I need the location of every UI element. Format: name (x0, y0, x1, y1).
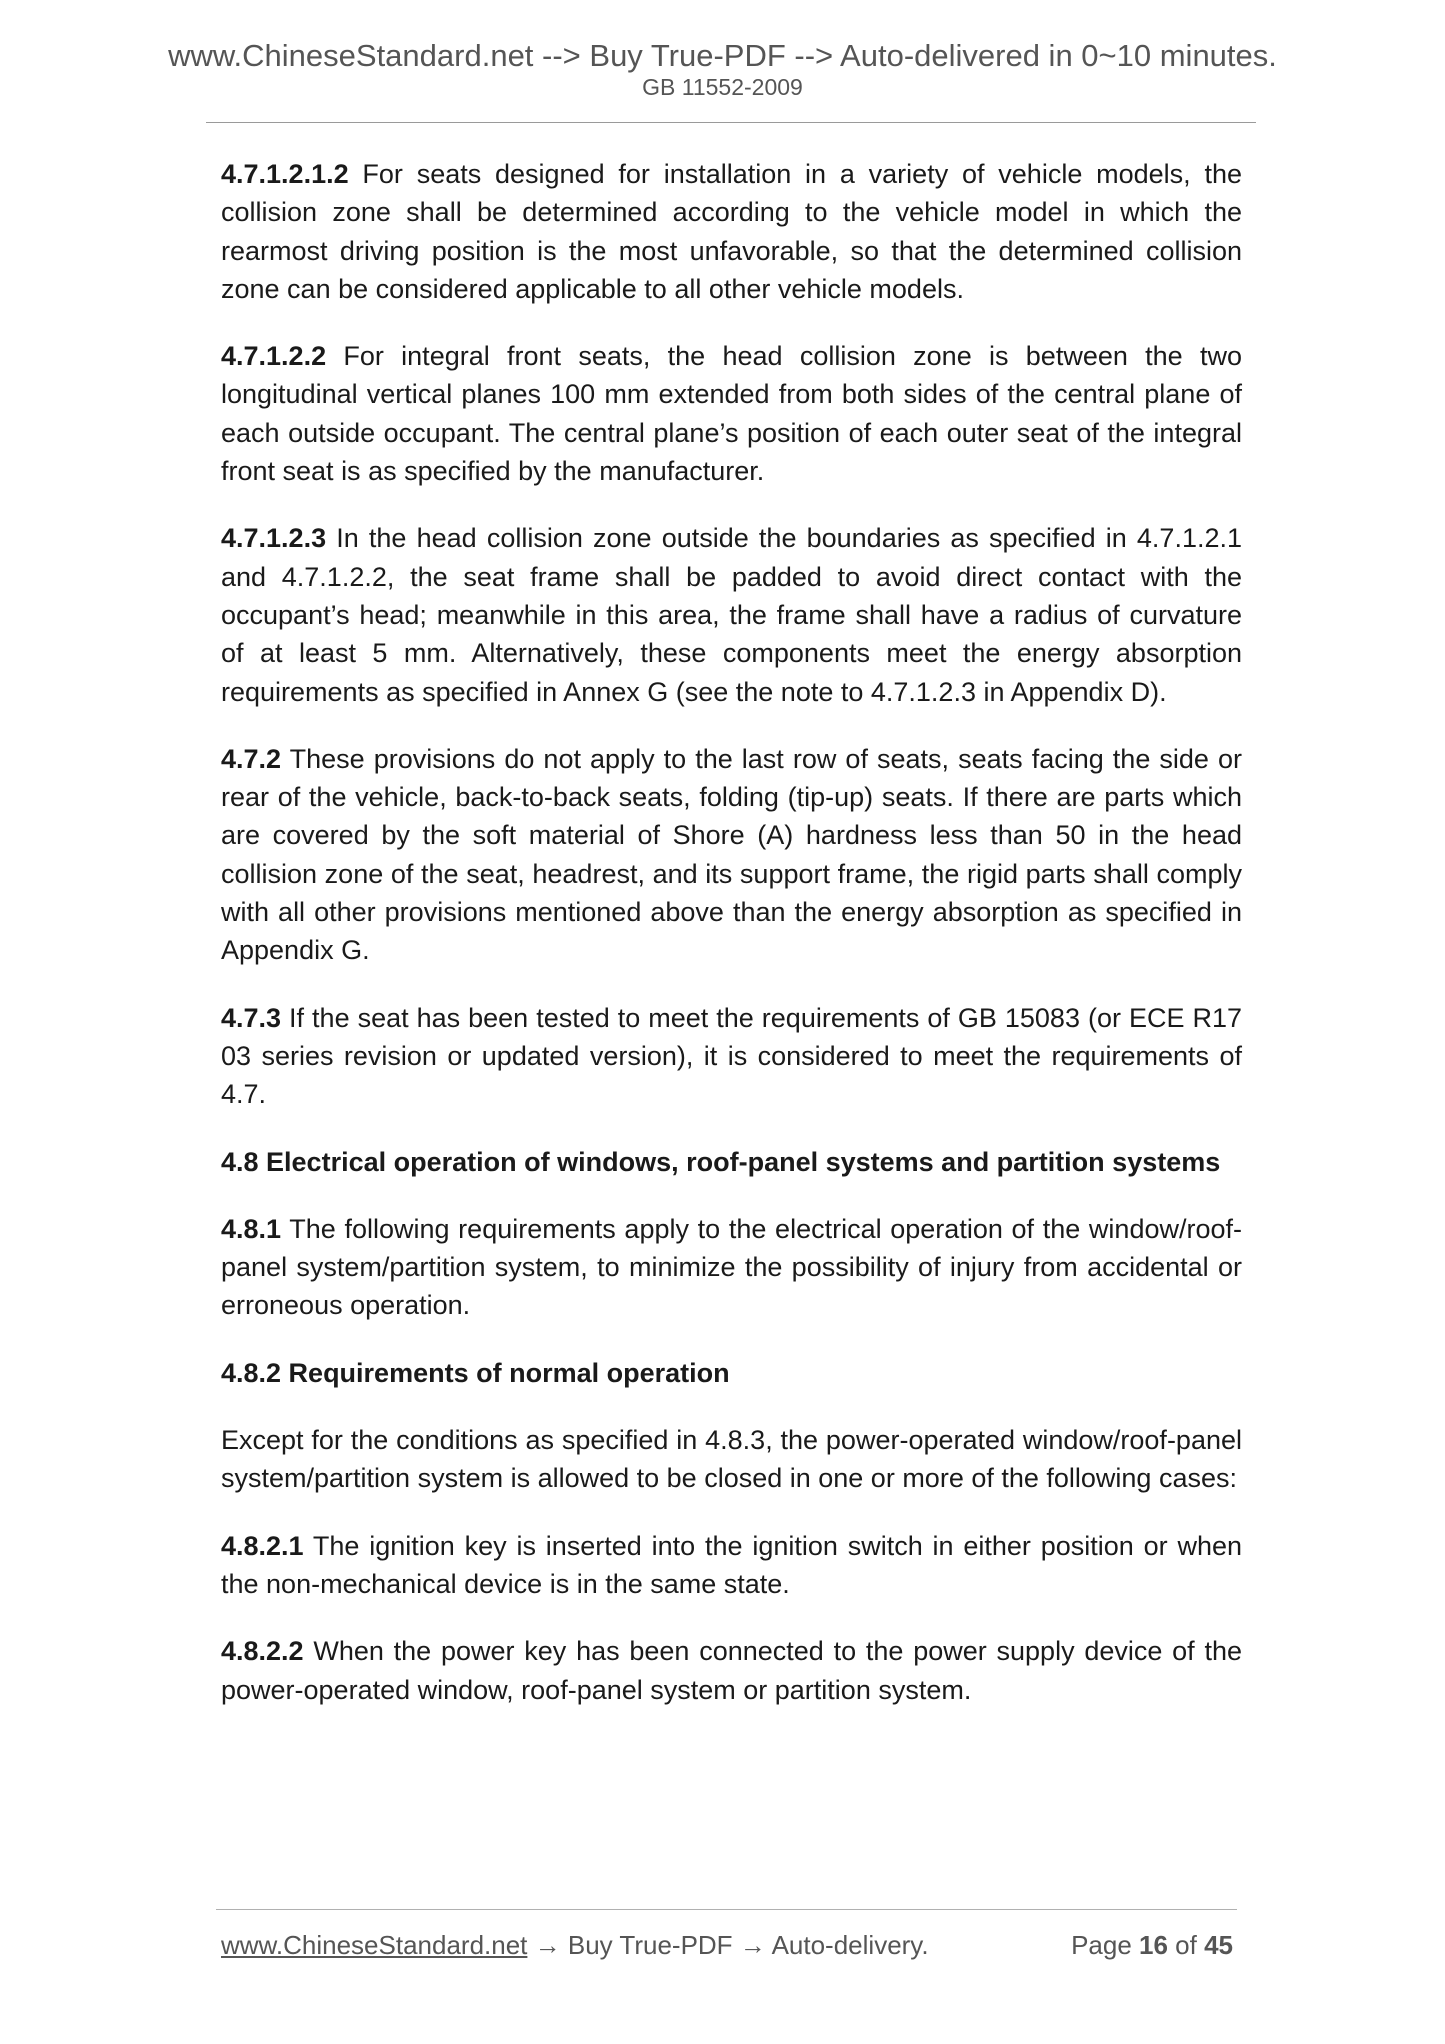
clause-text: When the power key has been connected to the power supply device of the power-operated window, roof-panel system or partition system. (221, 1636, 1242, 1705)
page-content (221, 155, 1242, 1738)
clause-4-8-1 (221, 1210, 1242, 1325)
clause-text: For seats designed for installation in a variety of vehicle models, the collision zone shall be determined according to the vehicle model in which the rearmost driving position is the most unfavorable, so that the determined collision zone can be considered applicable to all other vehicle models. (221, 159, 1242, 304)
clause-text: In the head collision zone outside the boundaries as specified in 4.7.1.2.1 and 4.7.1.2.2, the seat frame shall be padded to avoid direct contact with the occupant’s head; meanwhile in this area, the frame shall have a radius of curvature of at least 5 mm. Alternatively, these components meet the energy absorption requirements as specified in Annex G (see the note to 4.7.1.2.3 in Appendix D). (221, 523, 1242, 707)
of-label: of (1167, 1930, 1205, 1960)
clause-4-7-2 (221, 740, 1242, 970)
clause-number: 4.7.1.2.3 (221, 523, 327, 554)
page-indicator (1071, 1932, 1233, 1958)
clause-number: 4.8.2.1 (221, 1530, 304, 1561)
clause-4-7-1-2-3 (221, 519, 1242, 710)
clause-number: 4.7.2 (221, 743, 282, 774)
clause-text: If the seat has been tested to meet the requirements of GB 15083 (or ECE R17 03 series revision or updated version), it is considered to meet the requirements of 4.7. (221, 1002, 1242, 1110)
clause-4-7-1-2-1-2 (221, 155, 1242, 308)
clause-number: 4.8.2.2 (221, 1636, 304, 1667)
section-heading-4-8: 4.8 Electrical operation of windows, roof-panel systems and partition systems (221, 1146, 1221, 1177)
section-heading-4-8-2: 4.8.2 Requirements of normal operation (221, 1357, 730, 1388)
clause-4-8-2-2 (221, 1632, 1242, 1709)
page-label: Page (1071, 1930, 1140, 1960)
clause-4-8-2-intro: Except for the conditions as specified in 4.8.3, the power-operated window/roof-panel system/partition system is allowed to be closed in one or more of the following cases: (221, 1425, 1242, 1494)
clause-4-8-2-1 (221, 1527, 1242, 1604)
clause-text: The ignition key is inserted into the ignition switch in either position or when the non-mechanical device is in the same state. (221, 1530, 1242, 1599)
document-code: GB 11552-2009 (642, 74, 803, 100)
total-pages: 45 (1204, 1930, 1233, 1960)
clause-text: For integral front seats, the head collision zone is between the two longitudinal vertical planes 100 mm extended from both sides of the central plane of each outside occupant. The central plane’s position of each outer seat of the integral front seat is as specified by the manufacturer. (221, 341, 1242, 487)
clause-number: 4.7.1.2.1.2 (221, 159, 349, 189)
footer-promo-text: → Buy True-PDF → Auto-delivery. (527, 1930, 929, 1960)
clause-4-7-1-2-2 (221, 337, 1242, 490)
clause-text: The following requirements apply to the electrical operation of the window/roof-panel system/partition system, to minimize the possibility of injury from accidental or erroneous operation. (221, 1213, 1242, 1321)
clause-number: 4.8.1 (221, 1213, 282, 1244)
top-banner: www.ChineseStandard.net --> Buy True-PDF --> Auto-delivered in 0~10 minutes. (168, 38, 1277, 73)
page-number: 16 (1139, 1930, 1168, 1960)
clause-number: 4.7.1.2.2 (221, 341, 327, 372)
footer-divider (216, 1909, 1237, 1910)
clause-number: 4.7.3 (221, 1002, 282, 1033)
clause-text: These provisions do not apply to the last row of seats, seats facing the side or rear of the vehicle, back-to-back seats, folding (tip-up) seats. If there are parts which are covered by the soft material of Shore (A) hardness less than 50 in the head collision zone of the seat, headrest, and its support frame, the rigid parts shall comply with all other provisions mentioned above than the energy absorption as specified in Appendix G. (221, 743, 1242, 966)
footer-promo (221, 1932, 929, 1958)
clause-4-7-3 (221, 999, 1242, 1114)
header-divider (206, 122, 1256, 123)
footer-site-link[interactable]: www.ChineseStandard.net (221, 1930, 528, 1960)
